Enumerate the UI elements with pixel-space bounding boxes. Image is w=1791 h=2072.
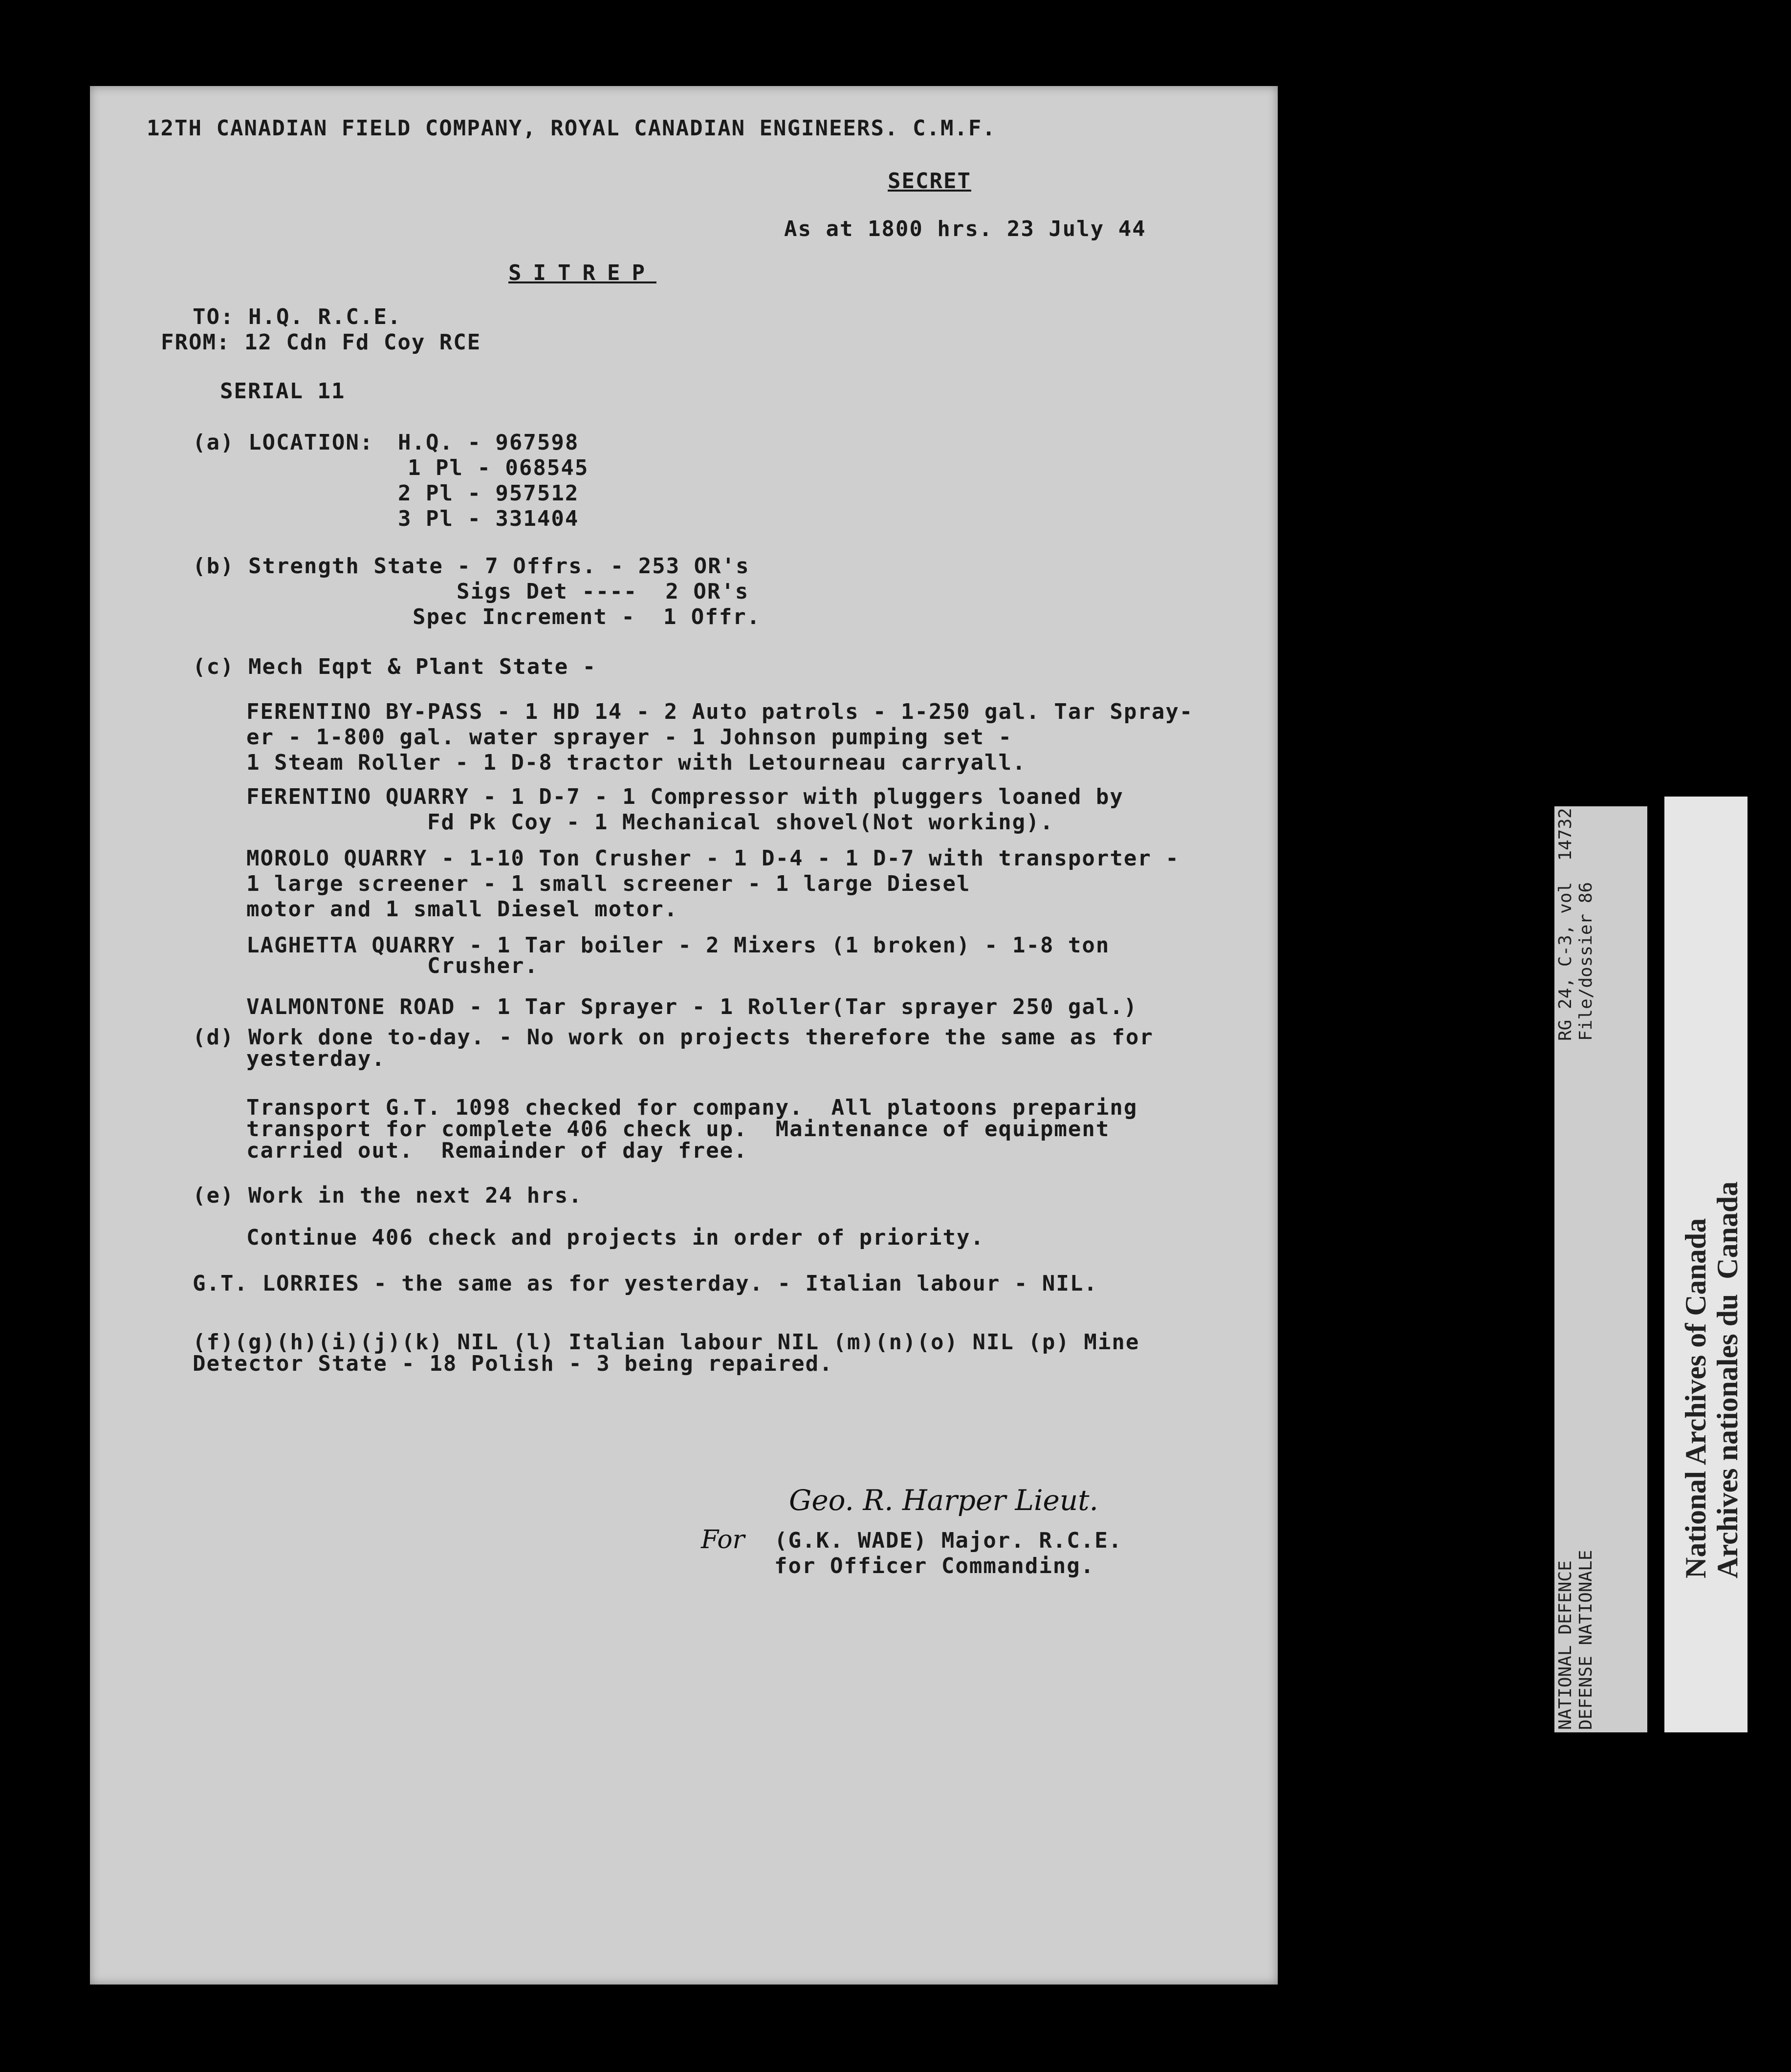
remaining-line: (f)(g)(h)(i)(j)(k) NIL (l) Italian labour NIL (m)(n)(o) NIL (p) Mine	[193, 1330, 1140, 1355]
work-next-line: (e) Work in the next 24 hrs.	[193, 1183, 583, 1208]
transport-line: carried out. Remainder of day free.	[246, 1138, 748, 1163]
ferentino-quarry-line: FERENTINO QUARRY - 1 D-7 - 1 Compressor with pluggers loaned by	[246, 784, 1124, 809]
ferentino-bypass-line: 1 Steam Roller - 1 D-8 tractor with Letourneau carryall.	[246, 750, 1027, 775]
defence-label: NATIONAL DEFENCE	[1555, 1560, 1575, 1730]
archives-name-fr: Archives nationales du Canada	[1711, 1181, 1744, 1578]
strength-state: (b) Strength State - 7 Offrs. - 253 OR's	[193, 554, 750, 579]
laghetta-quarry-line: Crusher.	[427, 953, 539, 978]
morolo-quarry-line: 1 large screener - 1 small screener - 1 large Diesel	[246, 871, 971, 896]
archive-reference-strip	[1554, 806, 1647, 1732]
morolo-quarry-line: motor and 1 small Diesel motor.	[246, 897, 678, 922]
work-done-line: yesterday.	[246, 1046, 386, 1071]
handwritten-signature: Geo. R. Harper Lieut.	[789, 1484, 1098, 1517]
ferentino-bypass-line: FERENTINO BY-PASS - 1 HD 14 - 2 Auto patrols - 1-250 gal. Tar Spray-	[246, 699, 1194, 724]
valmontone-road-line: VALMONTONE ROAD - 1 Tar Sprayer - 1 Roller(Tar sprayer 250 gal.)	[246, 994, 1138, 1019]
document-page	[90, 86, 1278, 1985]
document-title: SITREP	[508, 260, 656, 285]
as-at-timestamp: As at 1800 hrs. 23 July 44	[784, 216, 1146, 241]
transport-line: Transport G.T. 1098 checked for company. All platoons preparing	[246, 1095, 1138, 1120]
transport-line: transport for complete 406 check up. Maintenance of equipment	[246, 1117, 1110, 1142]
location-3pl: 3 Pl - 331404	[398, 506, 579, 531]
ferentino-quarry-line: Fd Pk Coy - 1 Mechanical shovel(Not working).	[427, 810, 1054, 835]
ferentino-bypass-line: er - 1-800 gal. water sprayer - 1 Johnson pumping set -	[246, 725, 1012, 750]
work-done-line: (d) Work done to-day. - No work on projects therefore the same as for	[193, 1025, 1154, 1050]
defence-label: DEFENSE NATIONALE	[1576, 1550, 1596, 1730]
serial-number: SERIAL 11	[220, 379, 346, 404]
document-header: 12TH CANADIAN FIELD COMPANY, ROYAL CANADIAN ENGINEERS. C.M.F.	[147, 116, 996, 141]
location-hq: H.Q. - 967598	[398, 430, 579, 455]
archives-name-en: National Archives of Canada	[1680, 1218, 1712, 1578]
signatory-role: for Officer Commanding.	[774, 1554, 1095, 1578]
location-2pl: 2 Pl - 957512	[398, 481, 579, 506]
gt-lorries-line: G.T. LORRIES - the same as for yesterday. - Italian labour - NIL.	[193, 1271, 1098, 1296]
national-archives-label	[1664, 797, 1747, 1732]
from-line: FROM: 12 Cdn Fd Coy RCE	[161, 330, 481, 355]
remaining-line: Detector State - 18 Polish - 3 being repaired.	[193, 1351, 833, 1376]
location-1pl: 1 Pl - 068545	[408, 455, 589, 480]
strength-sigs: Sigs Det ---- 2 OR's	[457, 579, 749, 604]
morolo-quarry-line: MOROLO QUARRY - 1-10 Ton Crusher - 1 D-4 - 1 D-7 with transporter -	[246, 846, 1179, 871]
to-line: TO: H.Q. R.C.E.	[193, 304, 402, 329]
signatory-name: (G.K. WADE) Major. R.C.E.	[774, 1528, 1123, 1553]
classification-label: SECRET	[888, 169, 971, 194]
work-next-detail: Continue 406 check and projects in order of priority.	[246, 1225, 984, 1250]
laghetta-quarry-line: LAGHETTA QUARRY - 1 Tar boiler - 2 Mixers (1 broken) - 1-8 ton	[246, 933, 1110, 958]
signature-for: For	[701, 1525, 745, 1554]
archive-ref-line: RG 24, C-3, vol 14732	[1555, 808, 1575, 1041]
mech-heading: (c) Mech Eqpt & Plant State -	[193, 654, 597, 679]
location-label: (a) LOCATION:	[193, 430, 374, 455]
archive-ref-line: File/dossier 86	[1576, 882, 1596, 1041]
strength-spec: Spec Increment - 1 Offr.	[413, 604, 761, 629]
